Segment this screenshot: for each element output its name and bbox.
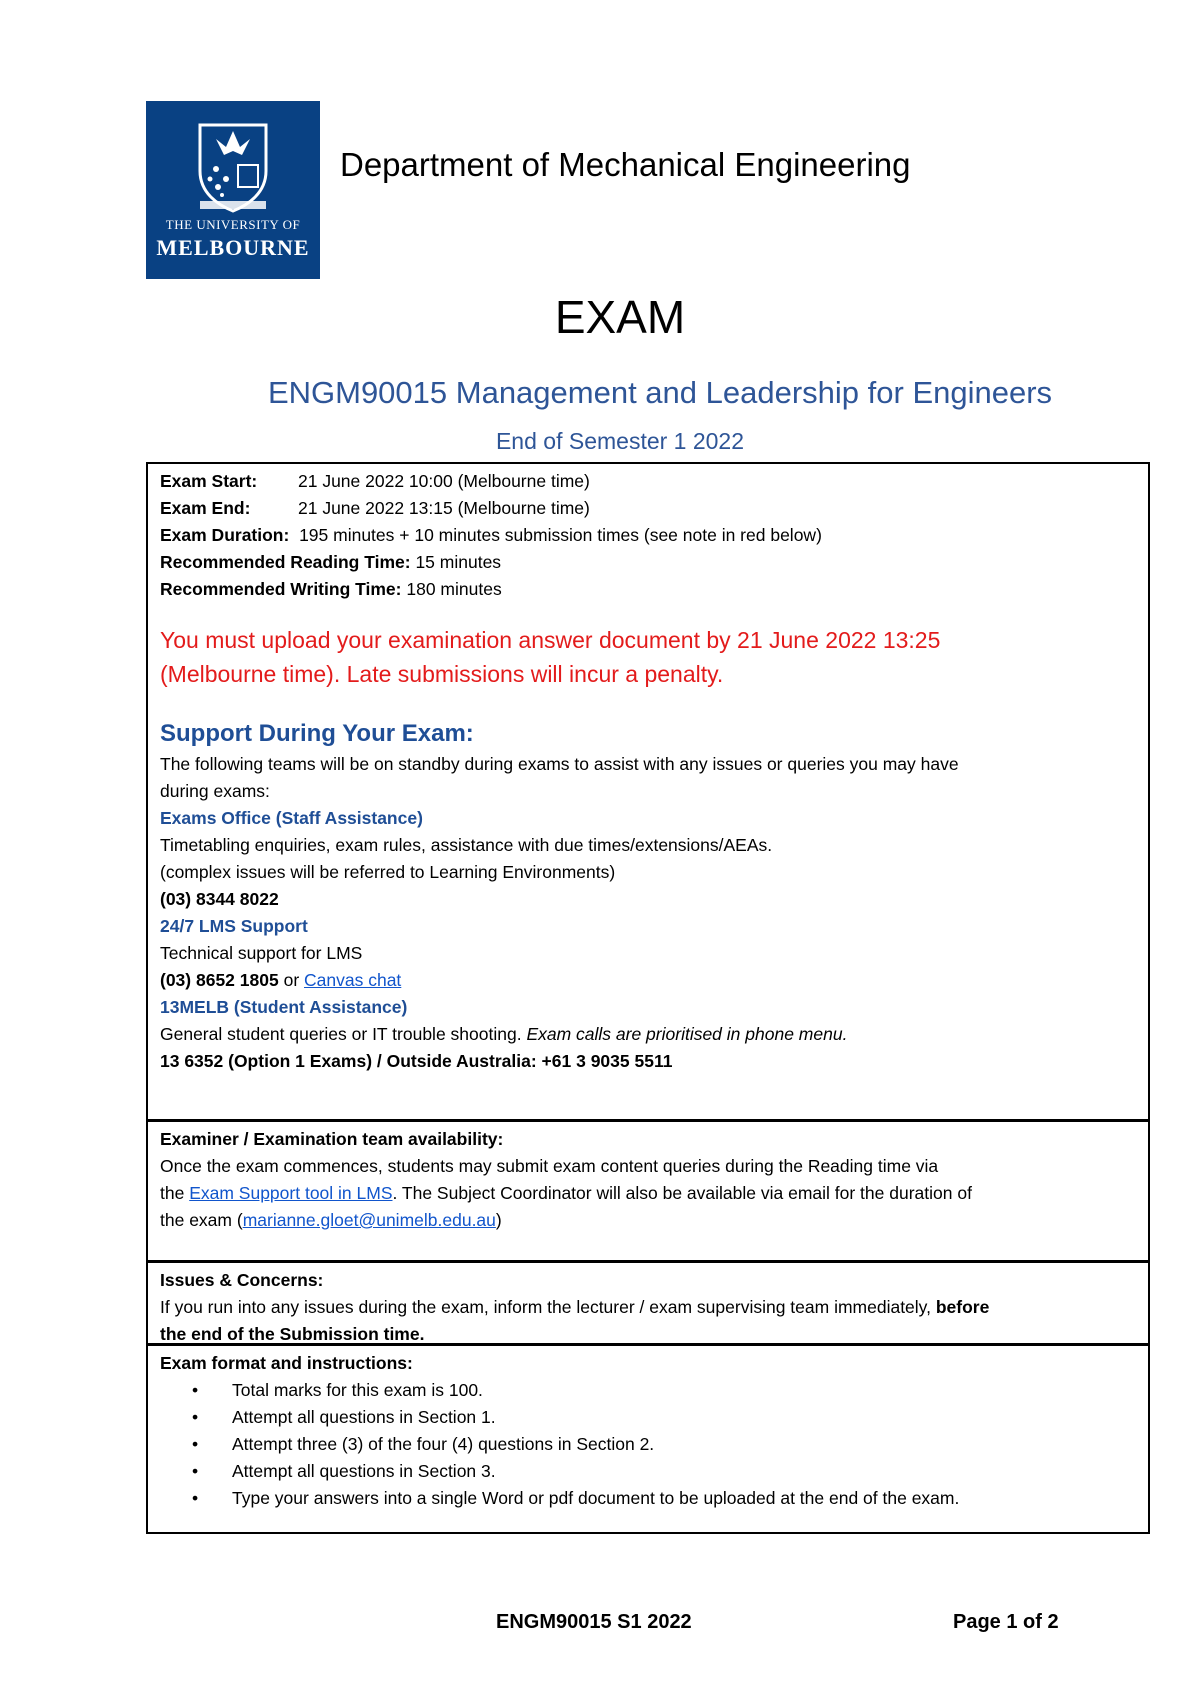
exams-office-desc: Timetabling enquiries, exam rules, assistance with due times/extensions/AEAs. [160, 835, 773, 855]
melb-assistance-title: 13MELB (Student Assistance) [160, 997, 408, 1017]
exam-duration-row [160, 522, 1136, 549]
examiner-line-3-post: ) [495, 1210, 502, 1230]
list-item: • Attempt three (3) of the four (4) questions in Section 2. [160, 1431, 1136, 1458]
list-item: • Type your answers into a single Word or pdf document to be uploaded at the end of the exam. [160, 1485, 1136, 1512]
examiner-availability-box [146, 1120, 1150, 1262]
format-box [146, 1344, 1150, 1534]
reading-time-value: 15 minutes [415, 552, 502, 572]
exam-details-box [146, 462, 1150, 1121]
examiner-line-2 [160, 1180, 1136, 1207]
list-item: • Total marks for this exam is 100. [160, 1377, 1136, 1404]
upload-warning-line-2: (Melbourne time). Late submissions will incur a penalty. [160, 661, 724, 687]
exams-office-note: (complex issues will be referred to Learning Environments) [160, 862, 616, 882]
support-heading: Support During Your Exam: [160, 720, 474, 747]
issues-line-1 [160, 1294, 1136, 1321]
examiner-line-3-pre: the exam ( [160, 1210, 243, 1230]
support-intro-line-1: The following teams will be on standby during exams to assist with any issues or queries you may have [160, 754, 959, 774]
coordinator-email-link[interactable]: marianne.gloet@unimelb.edu.au [242, 1210, 496, 1230]
reading-time-row [160, 549, 1136, 576]
department-name: Department of Mechanical Engineering [340, 146, 911, 183]
melb-phone[interactable]: 13 6352 (Option 1 Exams) / Outside Australia: +61 3 9035 5511 [160, 1051, 673, 1071]
examiner-line-2-pre: the [160, 1183, 190, 1203]
exams-office-title: Exams Office (Staff Assistance) [160, 808, 423, 828]
list-item: • Attempt all questions in Section 3. [160, 1458, 1136, 1485]
exam-end-label: Exam End: [160, 498, 251, 518]
writing-time-value: 180 minutes [406, 579, 502, 599]
page-title: EXAM [554, 291, 686, 343]
writing-time-row [160, 576, 1136, 603]
list-item: • Attempt all questions in Section 1. [160, 1404, 1136, 1431]
upload-warning-line-1: You must upload your examination answer document by 21 June 2022 13:25 [160, 627, 941, 653]
issues-text-bold-1: before [935, 1297, 990, 1317]
lms-support-desc: Technical support for LMS [160, 943, 363, 963]
examiner-line-2-post: . The Subject Coordinator will also be available via email for the duration of [392, 1183, 972, 1203]
exam-start-row [160, 468, 1136, 495]
examiner-line-1: Once the exam commences, students may submit exam content queries during the Reading time via [160, 1156, 939, 1176]
exam-start-label: Exam Start: [160, 471, 258, 491]
footer-page-number: Page 1 of 2 [953, 1611, 1059, 1633]
lms-support-title: 24/7 LMS Support [160, 916, 308, 936]
logo-line-1: THE UNIVERSITY OF [165, 217, 301, 232]
support-intro-line-2: during exams: [160, 781, 270, 801]
melb-assistance-desc-row [160, 1021, 1136, 1048]
melb-assistance-desc: General student queries or IT trouble shooting. [160, 1024, 527, 1044]
semester-label: End of Semester 1 2022 [495, 428, 745, 454]
upload-warning [160, 623, 1136, 691]
exam-end-value: 21 June 2022 13:15 (Melbourne time) [298, 498, 590, 518]
exam-support-tool-link[interactable]: Exam Support tool in LMS [189, 1183, 393, 1203]
exam-duration-value: 195 minutes + 10 minutes submission times (see note in red below) [299, 525, 822, 545]
exam-duration-label: Exam Duration: [160, 525, 290, 545]
format-heading: Exam format and instructions: [160, 1353, 413, 1373]
format-list [160, 1377, 1136, 1512]
canvas-chat-link[interactable]: Canvas chat [304, 970, 402, 990]
logo-line-2: MELBOURNE [156, 235, 310, 260]
exam-end-row [160, 495, 1136, 522]
crest-icon [196, 121, 270, 213]
footer-course-code: ENGM90015 S1 2022 [496, 1611, 692, 1633]
melb-assistance-desc-italic: Exam calls are prioritised in phone menu. [526, 1024, 848, 1044]
course-title: ENGM90015 Management and Leadership for Engineers [267, 375, 1053, 410]
issues-heading: Issues & Concerns: [160, 1270, 324, 1290]
exam-start-value: 21 June 2022 10:00 (Melbourne time) [298, 471, 590, 491]
issues-text-bold-2: the end of the Submission time. [160, 1324, 425, 1344]
lms-phone[interactable]: (03) 8652 1805 [160, 970, 279, 990]
exams-office-phone[interactable]: (03) 8344 8022 [160, 889, 279, 909]
examiner-heading: Examiner / Examination team availability: [160, 1129, 504, 1149]
issues-text: If you run into any issues during the exam, inform the lecturer / exam supervising team immediately, [160, 1297, 936, 1317]
writing-time-label: Recommended Writing Time: [160, 579, 402, 599]
lms-contact-row [160, 967, 1136, 994]
issues-box [146, 1261, 1150, 1345]
university-logo [146, 101, 320, 279]
reading-time-label: Recommended Reading Time: [160, 552, 411, 572]
examiner-line-3 [160, 1207, 1136, 1234]
lms-or: or [278, 970, 305, 990]
